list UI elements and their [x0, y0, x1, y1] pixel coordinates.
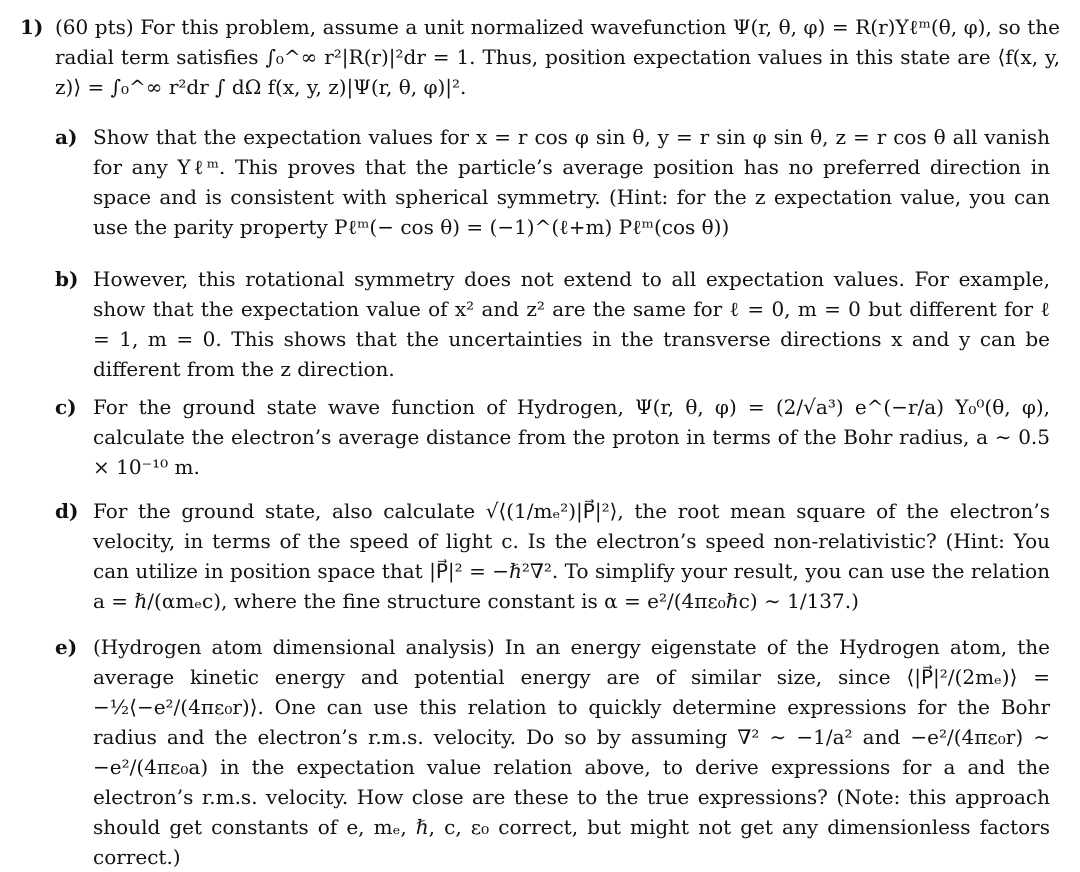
part-text: For the ground state, also calculate √⟨(1/mₑ²)|P⃗|²⟩, the root mean square of the electron’s velocity, in terms of the speed of light c. Is the electron’s speed non-relativistic? (Hint: You can utilize in position space that |P⃗|² = −ℏ²∇². To simplify your result, you can use the relation a = ℏ/(αmₑc), where the fine structure constant is α = e²/(4πε₀ℏc) ∼ 1/137.) [93, 499, 1050, 613]
part-b [55, 264, 1050, 384]
part-e [55, 632, 1050, 872]
part-label: e) [55, 635, 78, 659]
part-label: d) [55, 499, 79, 523]
part-text: (Hydrogen atom dimensional analysis) In an energy eigenstate of the Hydrogen atom, the average kinetic energy and potential energy are of similar size, since ⟨|P⃗|²/(2mₑ)⟩ = −½⟨−e²/(4πε₀r)⟩. One can use this relation to quickly determine expressions for the Bohr radius and the electron’s r.m.s. velocity. Do so by assuming ∇² ∼ −1/a² and −e²/(4πε₀r) ∼ −e²/(4πε₀a) in the expectation value relation above, to derive expressions for a and the electron’s r.m.s. velocity. How close are these to the true expressions? (Note: this approach should get constants of e, mₑ, ℏ, c, ε₀ correct, but might not get any dimensionless factors correct.) [93, 635, 1050, 869]
problem-number: 1) [20, 15, 44, 39]
part-label: b) [55, 267, 79, 291]
part-label: a) [55, 125, 78, 149]
part-text: Show that the expectation values for x = r cos φ sin θ, y = r sin φ sin θ, z = r cos θ all vanish for any Yℓᵐ. This proves that the particle’s average position has no preferred direction in space and is consistent with spherical symmetry. (Hint: for the z expectation value, you can use the parity property Pℓᵐ(− cos θ) = (−1)^(ℓ+m) Pℓᵐ(cos θ)) [93, 125, 1050, 239]
problem-text: (60 pts) For this problem, assume a unit normalized wavefunction Ψ(r, θ, φ) = R(r)Yℓᵐ(θ, φ), so the radial term satisfies ∫₀^∞ r²|R(r)|²dr = 1. Thus, position expectation values in this state are ⟨f(x, y, z)⟩ = ∫₀^∞ r²dr ∫ dΩ f(x, y, z)|Ψ(r, θ, φ)|². [55, 15, 1060, 99]
part-c [55, 392, 1050, 482]
part-text: For the ground state wave function of Hydrogen, Ψ(r, θ, φ) = (2/√a³) e^(−r/a) Y₀⁰(θ, φ), calculate the electron’s average distance from the proton in terms of the Bohr radius, a ∼ 0.5 × 10⁻¹⁰ m. [93, 395, 1050, 479]
part-a [55, 122, 1050, 242]
part-d [55, 496, 1050, 616]
part-text: However, this rotational symmetry does not extend to all expectation values. For example, show that the expectation value of x² and z² are the same for ℓ = 0, m = 0 but different for ℓ = 1, m = 0. This shows that the uncertainties in the transverse directions x and y can be different from the z direction. [93, 267, 1050, 381]
problem-statement [20, 12, 1060, 102]
part-label: c) [55, 395, 77, 419]
